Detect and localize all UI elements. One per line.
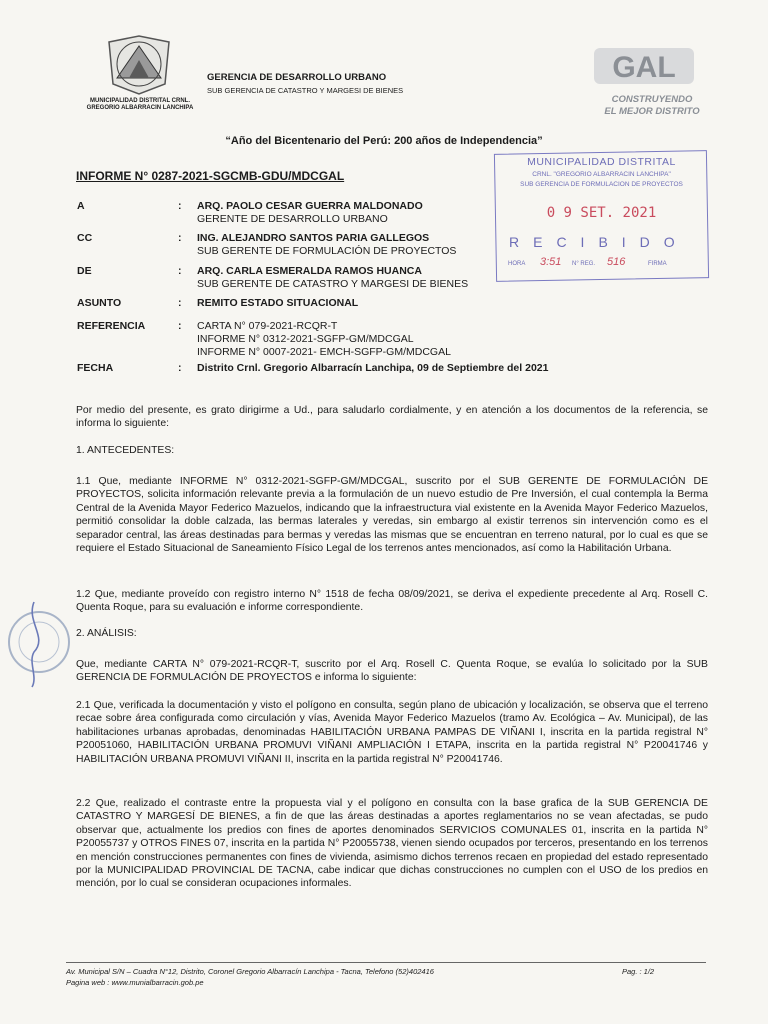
field-colon: : [178,320,182,332]
paragraph-2-1: 2.1 Que, verificada la documentación y visto el polígono en consulta, según plano de ubicación y localización, se observa que el terreno recae sobre área configurada como circulación y vías, Avenida Mayor Federico Mazuelos (tramo Av. Ecológica – Av. Municipal), de las habilitaciones urbanas aprobadas, denominadas HABILITACIÓN URBANA PAMPAS DE VIÑANI I, inscrita en la partida registral N° P20051060, HABILITACIÓN URBANA PROMUVI VIÑANI AMPLIACIÓN I ETAPA, inscrita en la partida registral N° P20041746 y HABILITACIÓN URBANA PROMUVI VIÑANI II, inscrita en la partida registral N° P20041746. [76,700,708,765]
field-de-value [197,265,468,291]
page-number: Pag. : 1/2 [622,967,655,976]
year-motto: “Año del Bicentenario del Perú: 200 años de Independencia” [225,135,543,147]
paragraph-2-intro: Que, mediante CARTA N° 079-2021-RCQR-T, suscrito por el Arq. Rosell C. Quenta Roque, se evalúa lo solicitado por la SUB GERENCIA DE FORMULACIÓN DE PROYECTOS e informa lo siguiente: [76,659,708,684]
field-cc-value [197,232,456,258]
field-fecha-text: Distrito Crnl. Gregorio Albarracín Lanchipa, 09 de Septiembre del 2021 [197,362,549,374]
field-a-name: ARQ. PAOLO CESAR GUERRA MALDONADO [197,200,423,212]
field-fecha-label: FECHA [77,362,114,374]
report-title: INFORME N° 0287-2021-SGCMB-GDU/MDCGAL [76,169,345,183]
stamp-hora-label: HORA [508,261,526,267]
section-analisis-heading: 2. ANÁLISIS: [76,628,137,639]
paragraph-2-2: 2.2 Que, realizado el contraste entre la propuesta vial y el polígono en consulta con la base grafica de la SUB GERENCIA DE CATASTRO Y MARGESÍ DE BIENES, a fin de que las áreas destinadas a aportes reglamentarios no se vean afectadas, se pudo observar que, actualmente los predios con fines de aportes denominados SERVICIOS COMUNALES 01, inscrita en la partida N° P20055737 y OTROS FINES 07, inscrita en la partida N° P20055738, vienen siendo ocupados por terceros, presentando en los terrenos en mención construcciones permanentes con fines de vivienda, asimismo dichos terrenos recaen en propiedad del estado representado por la MUNICIPALIDAD PROVINCIAL DE TACNA, cabe indicar que dichas construcciones no cumplen con el USO de los predios en mención, por lo cual se consideran ocupaciones informales. [76,798,708,890]
department-subtitle: SUB GERENCIA DE CATASTRO Y MARGESI DE BIENES [207,86,404,95]
stamp-reg-value: 516 [607,256,626,268]
paragraph-1-2: 1.2 Que, mediante proveído con registro interno N° 1518 de fecha 08/09/2021, se deriva el expediente precedente al Arq. Rosell C. Quenta Roque, para su evaluación e informe correspondiente. [76,589,708,614]
field-a-role: GERENTE DE DESARROLLO URBANO [197,213,388,225]
field-de-label: DE [77,265,92,277]
field-ref-1: CARTA N° 079-2021-RCQR-T [197,320,338,332]
field-ref-3: INFORME N° 0007-2021- EMCH-SGFP-GM/MDCGAL [197,346,451,358]
field-colon: : [178,362,182,374]
field-de-role: SUB GERENTE DE CATASTRO Y MARGESI DE BIENES [197,278,469,290]
gal-logo-text: GAL [612,51,676,84]
stamp-line2: CRNL. "GREGORIO ALBARRACIN LANCHIPA" [532,171,671,178]
gal-tagline [600,94,704,118]
footer-website: Pagina web : www.munialbarracin.gob.pe [66,978,204,987]
stamp-line1: MUNICIPALIDAD DISTRITAL [527,156,676,168]
gal-tagline-line1: CONSTRUYENDO [611,94,693,105]
field-cc-role: SUB GERENTE DE FORMULACIÓN DE PROYECTOS [197,245,457,257]
field-a-value [197,200,423,226]
field-ref-label: REFERENCIA [77,320,146,332]
gal-logo [592,44,696,88]
footer-divider [66,962,706,963]
department-title: GERENCIA DE DESARROLLO URBANO [207,72,387,83]
stamp-hora-value: 3:51 [540,256,562,268]
field-fecha-value [197,362,548,375]
gal-tagline-line2: EL MEJOR DISTRITO [604,106,700,117]
intro-paragraph: Por medio del presente, es grato dirigirme a Ud., para saludarlo cordialmente, y en atención a los documentos de la referencia, se informa lo siguiente: [76,405,708,430]
field-colon: : [178,200,182,212]
stamp-reg-label: N° REG. [572,261,596,267]
paragraph-1-1: 1.1 Que, mediante INFORME N° 0312-2021-SGFP-GM/MDCGAL, suscrito por el SUB GERENTE DE FORMULACIÓN DE PROYECTOS, solicita información relevante previa a la formulación de un nuevo estudio de Pre Inversión, el cual contempla la Berma Central de la Avenida Mayor Federico Mazuelos, indicando que la infraestructura vial existente en la Avenida Mayor Federico Mazuelos, permitió consolidar la doble calzada, las bermas laterales y veredas, sin embargo al existir terrenos sin intervención como es el separador central, las áreas destinadas para bermas y veredas las mismas que se encuentran en terreno natural, por lo cual es que se requiere el Estado Situacional de Saneamiento Físico Legal de los terrenos antes mencionados, así como la Habilitación Urbana. [76,476,708,555]
stamp-received: RECIBIDO [509,234,689,250]
field-de-name: ARQ. CARLA ESMERALDA RAMOS HUANCA [197,265,422,277]
stamp-line3: SUB GERENCIA DE FORMULACION DE PROYECTOS [520,181,683,188]
field-colon: : [178,265,182,277]
field-a-label: A [77,200,85,212]
municipality-name: MUNICIPALIDAD DISTRITAL CRNL. GREGORIO ALBARRACIN LANCHIPA [86,98,194,111]
field-ref-2: INFORME N° 0312-2021-SGFP-GM/MDCGAL [197,333,414,345]
field-asunto-value [197,297,358,310]
stamp-firma-label: FIRMA [648,261,667,267]
reception-stamp [495,152,708,280]
section-antecedentes-heading: 1. ANTECEDENTES: [76,445,175,456]
field-colon: : [178,297,182,309]
field-colon: : [178,232,182,244]
footer-address: Av. Municipal S/N – Cuadra N°12, Distrito, Coronel Gregorio Albarracín Lanchipa - Tacna, Telefono (52)402416 [66,967,434,976]
field-ref-value [197,320,451,359]
field-asunto-label: ASUNTO [77,297,122,309]
municipality-logo [103,34,175,96]
field-cc-label: CC [77,232,93,244]
faded-seal [4,592,74,692]
field-cc-name: ING. ALEJANDRO SANTOS PARIA GALLEGOS [197,232,430,244]
stamp-date: 0 9 SET. 2021 [546,205,657,221]
field-asunto-text: REMITO ESTADO SITUACIONAL [197,297,359,309]
